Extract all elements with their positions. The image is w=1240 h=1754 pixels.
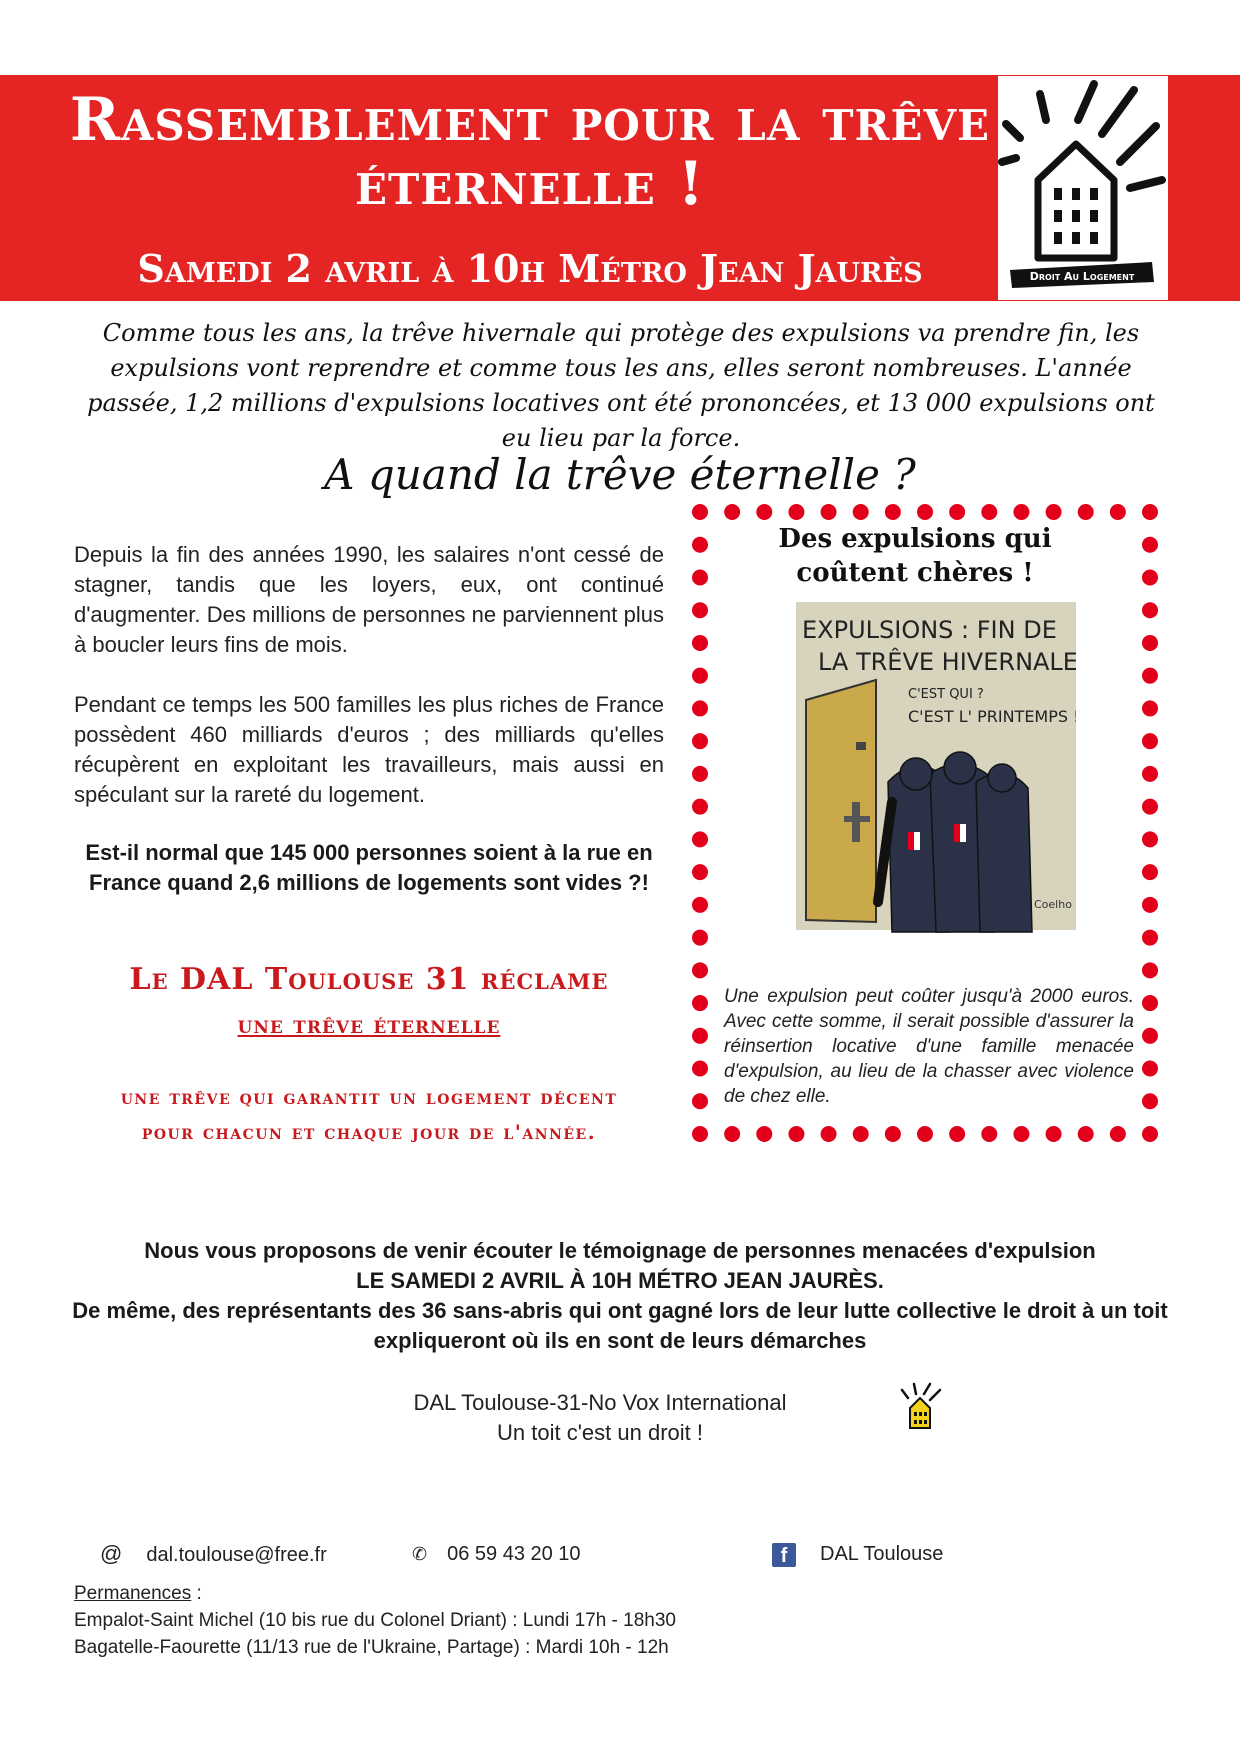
frame-dot [1142,504,1158,520]
frame-dot [1013,1126,1029,1142]
frame-dot [1142,668,1158,684]
invitation-line2: LE SAMEDI 2 AVRIL À 10H MÉTRO JEAN JAURÈS. [356,1268,884,1293]
frame-dot [821,504,837,520]
frame-dot [692,1028,708,1044]
signature [340,1388,860,1448]
permanence-empalot: Empalot-Saint Michel (10 bis rue du Colonel Driant) : Lundi 17h - 18h30 [74,1610,676,1631]
svg-text:Coelho: Coelho [1034,898,1072,911]
section-heading: A quand la trêve éternelle ? [324,450,916,499]
cartoon-caption-line2: LA TRÊVE HIVERNALE [818,648,1076,676]
page-title: Rassemblement pour la trêve éternelle ! [69,85,991,219]
frame-dot [1078,1126,1094,1142]
frame-dot [1142,930,1158,946]
frame-dot [692,962,708,978]
frame-dot [1142,897,1158,913]
frame-dot [692,733,708,749]
frame-dot [1142,1126,1158,1142]
frame-dot [1078,504,1094,520]
frame-dot [1142,1028,1158,1044]
box-caption: Une expulsion peut coûter jusqu'à 2000 euros. Avec cette somme, il serait possible d'assurer la réinsertion locative d'une famille menacée d'expulsion, au lieu de la chasser avec violence de chez elle. [724,986,1134,1107]
signature-line1: DAL Toulouse-31-No Vox International [413,1390,787,1415]
cartoon-caption-line1: EXPULSIONS : FIN DE [802,616,1057,644]
frame-dot [885,1126,901,1142]
frame-dot [692,995,708,1011]
frame-dot [1142,700,1158,716]
frame-dot [1142,569,1158,585]
dal-logo-text: Droit Au Logement [1029,270,1135,283]
frame-dot [917,504,933,520]
frame-dot [1142,537,1158,553]
phone-text[interactable]: 06 59 43 20 10 [447,1543,581,1565]
email-text[interactable]: dal.toulouse@free.fr [146,1544,327,1566]
paragraph-rich-families: Pendant ce temps les 500 familles les plus riches de France possèdent 460 milliards d'euros ; des milliards qu'elles récupèrent en exploitant les travailleurs, mais aussi en spéculant sur la rareté du logement. [74,692,664,807]
invitation-line3: De même, des représentants des 36 sans-abris qui ont gagné lors de leur lutte collective le droit à un toit expliqueront où ils en sont de leurs démarches [72,1298,1168,1353]
frame-dot [756,504,772,520]
event-date: Samedi 2 avril à 10h Métro Jean Jaurès [137,246,923,291]
paragraph-wages: Depuis la fin des années 1990, les salaires n'ont cessé de stagner, tandis que les loyers, eux, ont continué d'augmenter. Des millions de personnes ne parviennent plus à boucler leurs fins de mois. [74,542,664,657]
permanences-title: Permanences [74,1583,192,1604]
frame-dot [692,1126,708,1142]
frame-dot [1046,504,1062,520]
cartoon-bubble-spring: C'EST L' PRINTEMPS !! [908,707,1076,726]
frame-dot [724,504,740,520]
frame-dot [981,1126,997,1142]
frame-dot [692,700,708,716]
frame-dot [692,799,708,815]
frame-dot [692,569,708,585]
frame-dot [692,831,708,847]
frame-dot [917,1126,933,1142]
frame-dot [692,1093,708,1109]
frame-dot [1142,1061,1158,1077]
frame-dot [1142,831,1158,847]
frame-dot [692,537,708,553]
phone-icon: ✆ [412,1544,428,1564]
frame-dot [885,504,901,520]
frame-dot [853,1126,869,1142]
box-title: Des expulsions qui coûtent chères ! [778,524,1052,588]
frame-dot [788,504,804,520]
permanences-block [74,1580,676,1661]
email-contact[interactable] [100,1542,327,1567]
cartoon-illustration [796,602,1076,942]
frame-dot [692,635,708,651]
frame-dot [981,504,997,520]
invitation-line1: Nous vous proposons de venir écouter le témoignage de personnes menacées d'expulsion [144,1238,1096,1263]
facebook-contact[interactable] [772,1542,943,1567]
question-homeless: Est-il normal que 145 000 personnes soient à la rue en France quand 2,6 millions de logements sont vides ?! [85,840,653,895]
frame-dot [1110,504,1126,520]
frame-dot [692,602,708,618]
frame-dot [788,1126,804,1142]
frame-dot [692,864,708,880]
frame-dot [692,766,708,782]
invitation-block [60,1236,1180,1356]
frame-dot [949,504,965,520]
frame-dot [692,1061,708,1077]
frame-dot [1046,1126,1062,1142]
frame-dot [821,1126,837,1142]
frame-dot [724,1126,740,1142]
frame-dot [1142,733,1158,749]
claim-subheading: une trêve éternelle [237,1010,501,1039]
claim-detail: une trêve qui garantit un logement décent pour chacun et chaque jour de l'année. [120,1085,618,1144]
frame-dot [853,504,869,520]
frame-dot [1142,602,1158,618]
dal-logo [998,76,1168,300]
frame-dot [1142,995,1158,1011]
frame-dot [949,1126,965,1142]
frame-dot [1142,799,1158,815]
permanences-colon: : [191,1583,202,1604]
frame-dot [1142,864,1158,880]
phone-contact[interactable] [412,1542,581,1566]
cartoon-bubble-who: C'EST QUI ? [908,687,984,702]
frame-dot [1142,1093,1158,1109]
at-icon: @ [100,1541,123,1566]
frame-dot [692,930,708,946]
frame-dot [756,1126,772,1142]
small-dal-logo [898,1382,944,1437]
signature-line2: Un toit c'est un droit ! [497,1420,703,1445]
frame-dot [1110,1126,1126,1142]
frame-dot [692,504,708,520]
frame-dot [692,668,708,684]
frame-dot [1013,504,1029,520]
facebook-text[interactable]: DAL Toulouse [820,1543,944,1565]
frame-dot [1142,962,1158,978]
claim-heading: Le DAL Toulouse 31 réclame [129,962,609,997]
frame-dot [1142,635,1158,651]
frame-dot [1142,766,1158,782]
intro-text: Comme tous les ans, la trêve hivernale qui protège des expulsions va prendre fin, les expulsions vont reprendre et comme tous les ans, elles seront nombreuses. L'année passée, 1,2 millions d'expulsions locatives ont été prononcées, et 13 000 expulsions ont eu lieu par la force. [87,319,1155,452]
permanence-bagatelle: Bagatelle-Faourette (11/13 rue de l'Ukraine, Partage) : Mardi 10h - 12h [74,1637,669,1658]
facebook-icon: f [772,1543,796,1567]
frame-dot [692,897,708,913]
